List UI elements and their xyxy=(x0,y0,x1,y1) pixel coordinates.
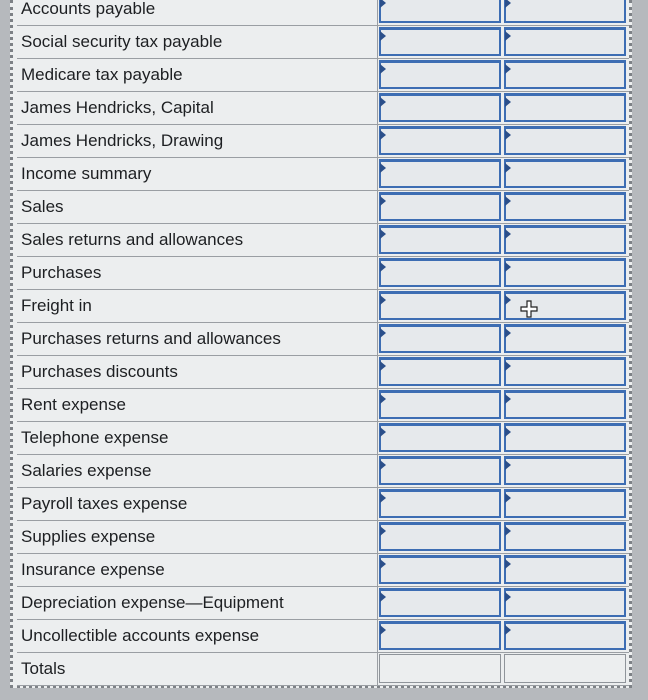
account-label: Purchases returns and allowances xyxy=(21,323,378,355)
dropdown-marker-icon xyxy=(380,427,386,437)
account-label: Telephone expense xyxy=(21,422,378,454)
debit-input[interactable] xyxy=(379,192,501,221)
credit-input[interactable] xyxy=(504,555,626,584)
dropdown-marker-icon xyxy=(380,97,386,107)
account-label: Medicare tax payable xyxy=(21,59,378,91)
dropdown-marker-icon xyxy=(505,196,511,206)
dropdown-marker-icon xyxy=(505,592,511,602)
debit-input[interactable] xyxy=(379,60,501,89)
credit-input[interactable] xyxy=(504,522,626,551)
debit-input[interactable] xyxy=(379,324,501,353)
account-row xyxy=(17,653,629,686)
debit-input[interactable] xyxy=(379,654,501,683)
dropdown-marker-icon xyxy=(505,97,511,107)
credit-input[interactable] xyxy=(504,489,626,518)
dropdown-marker-icon xyxy=(505,31,511,41)
account-label: Insurance expense xyxy=(21,554,378,586)
credit-input[interactable] xyxy=(504,423,626,452)
account-label: Sales xyxy=(21,191,378,223)
dropdown-marker-icon xyxy=(505,625,511,635)
credit-input[interactable] xyxy=(504,456,626,485)
credit-input[interactable] xyxy=(504,93,626,122)
account-row xyxy=(17,620,629,653)
dropdown-marker-icon xyxy=(380,493,386,503)
debit-input[interactable] xyxy=(379,423,501,452)
debit-input[interactable] xyxy=(379,555,501,584)
dropdown-marker-icon xyxy=(505,295,511,305)
credit-input[interactable] xyxy=(504,654,626,683)
dropdown-marker-icon xyxy=(380,460,386,470)
credit-input[interactable] xyxy=(504,588,626,617)
credit-input[interactable] xyxy=(504,225,626,254)
account-label: Sales returns and allowances xyxy=(21,224,378,256)
account-label: Salaries expense xyxy=(21,455,378,487)
dropdown-marker-icon xyxy=(505,229,511,239)
dropdown-marker-icon xyxy=(380,559,386,569)
dropdown-marker-icon xyxy=(505,328,511,338)
dropdown-marker-icon xyxy=(505,394,511,404)
dropdown-marker-icon xyxy=(380,0,386,8)
credit-input[interactable] xyxy=(504,258,626,287)
account-row xyxy=(17,389,629,422)
dropdown-marker-icon xyxy=(505,0,511,8)
account-row xyxy=(17,323,629,356)
account-label: Uncollectible accounts expense xyxy=(21,620,378,652)
account-label: Freight in xyxy=(21,290,378,322)
dropdown-marker-icon xyxy=(380,394,386,404)
account-row xyxy=(17,125,629,158)
account-row xyxy=(17,26,629,59)
credit-input[interactable] xyxy=(504,159,626,188)
account-row xyxy=(17,257,629,290)
dropdown-marker-icon xyxy=(380,163,386,173)
dropdown-marker-icon xyxy=(505,493,511,503)
account-label: James Hendricks, Drawing xyxy=(21,125,378,157)
debit-input[interactable] xyxy=(379,159,501,188)
credit-input[interactable] xyxy=(504,621,626,650)
dropdown-marker-icon xyxy=(380,130,386,140)
credit-input[interactable] xyxy=(504,60,626,89)
account-row xyxy=(17,356,629,389)
plus-cursor-icon xyxy=(520,300,538,318)
dropdown-marker-icon xyxy=(380,31,386,41)
debit-input[interactable] xyxy=(379,489,501,518)
credit-input[interactable] xyxy=(504,0,626,23)
account-row xyxy=(17,191,629,224)
account-row xyxy=(17,521,629,554)
account-row xyxy=(17,59,629,92)
credit-input[interactable] xyxy=(504,390,626,419)
account-label: James Hendricks, Capital xyxy=(21,92,378,124)
debit-input[interactable] xyxy=(379,522,501,551)
debit-input[interactable] xyxy=(379,126,501,155)
account-row xyxy=(17,488,629,521)
account-row xyxy=(17,290,629,323)
dropdown-marker-icon xyxy=(380,229,386,239)
account-label: Rent expense xyxy=(21,389,378,421)
dropdown-marker-icon xyxy=(380,526,386,536)
account-label: Depreciation expense—Equipment xyxy=(21,587,378,619)
account-label: Supplies expense xyxy=(21,521,378,553)
debit-input[interactable] xyxy=(379,390,501,419)
debit-input[interactable] xyxy=(379,225,501,254)
debit-input[interactable] xyxy=(379,291,501,320)
credit-input[interactable] xyxy=(504,324,626,353)
dropdown-marker-icon xyxy=(505,64,511,74)
account-row xyxy=(17,92,629,125)
dropdown-marker-icon xyxy=(505,130,511,140)
debit-input[interactable] xyxy=(379,27,501,56)
debit-input[interactable] xyxy=(379,621,501,650)
account-label: Purchases xyxy=(21,257,378,289)
dropdown-marker-icon xyxy=(380,196,386,206)
account-row xyxy=(17,455,629,488)
credit-input[interactable] xyxy=(504,27,626,56)
account-label: Accounts payable xyxy=(21,0,378,25)
dropdown-marker-icon xyxy=(505,460,511,470)
dropdown-marker-icon xyxy=(505,526,511,536)
dropdown-marker-icon xyxy=(505,559,511,569)
account-row xyxy=(17,158,629,191)
credit-input[interactable] xyxy=(504,192,626,221)
account-row xyxy=(17,554,629,587)
debit-input[interactable] xyxy=(379,357,501,386)
credit-input[interactable] xyxy=(504,291,626,320)
debit-input[interactable] xyxy=(379,588,501,617)
debit-input[interactable] xyxy=(379,258,501,287)
dropdown-marker-icon xyxy=(380,295,386,305)
dropdown-marker-icon xyxy=(380,328,386,338)
dropdown-marker-icon xyxy=(380,592,386,602)
credit-input[interactable] xyxy=(504,126,626,155)
account-row xyxy=(17,0,629,26)
account-label: Purchases discounts xyxy=(21,356,378,388)
dropdown-marker-icon xyxy=(505,163,511,173)
account-row xyxy=(17,422,629,455)
debit-input[interactable] xyxy=(379,93,501,122)
account-label: Social security tax payable xyxy=(21,26,378,58)
dropdown-marker-icon xyxy=(380,361,386,371)
account-label: Payroll taxes expense xyxy=(21,488,378,520)
account-label: Totals xyxy=(21,653,378,685)
account-row xyxy=(17,587,629,620)
account-label: Income summary xyxy=(21,158,378,190)
debit-input[interactable] xyxy=(379,456,501,485)
debit-input[interactable] xyxy=(379,0,501,23)
dropdown-marker-icon xyxy=(505,361,511,371)
trial-balance-sheet xyxy=(10,0,632,688)
dropdown-marker-icon xyxy=(505,262,511,272)
dropdown-marker-icon xyxy=(505,427,511,437)
account-row xyxy=(17,224,629,257)
dropdown-marker-icon xyxy=(380,64,386,74)
credit-input[interactable] xyxy=(504,357,626,386)
dropdown-marker-icon xyxy=(380,262,386,272)
dropdown-marker-icon xyxy=(380,625,386,635)
